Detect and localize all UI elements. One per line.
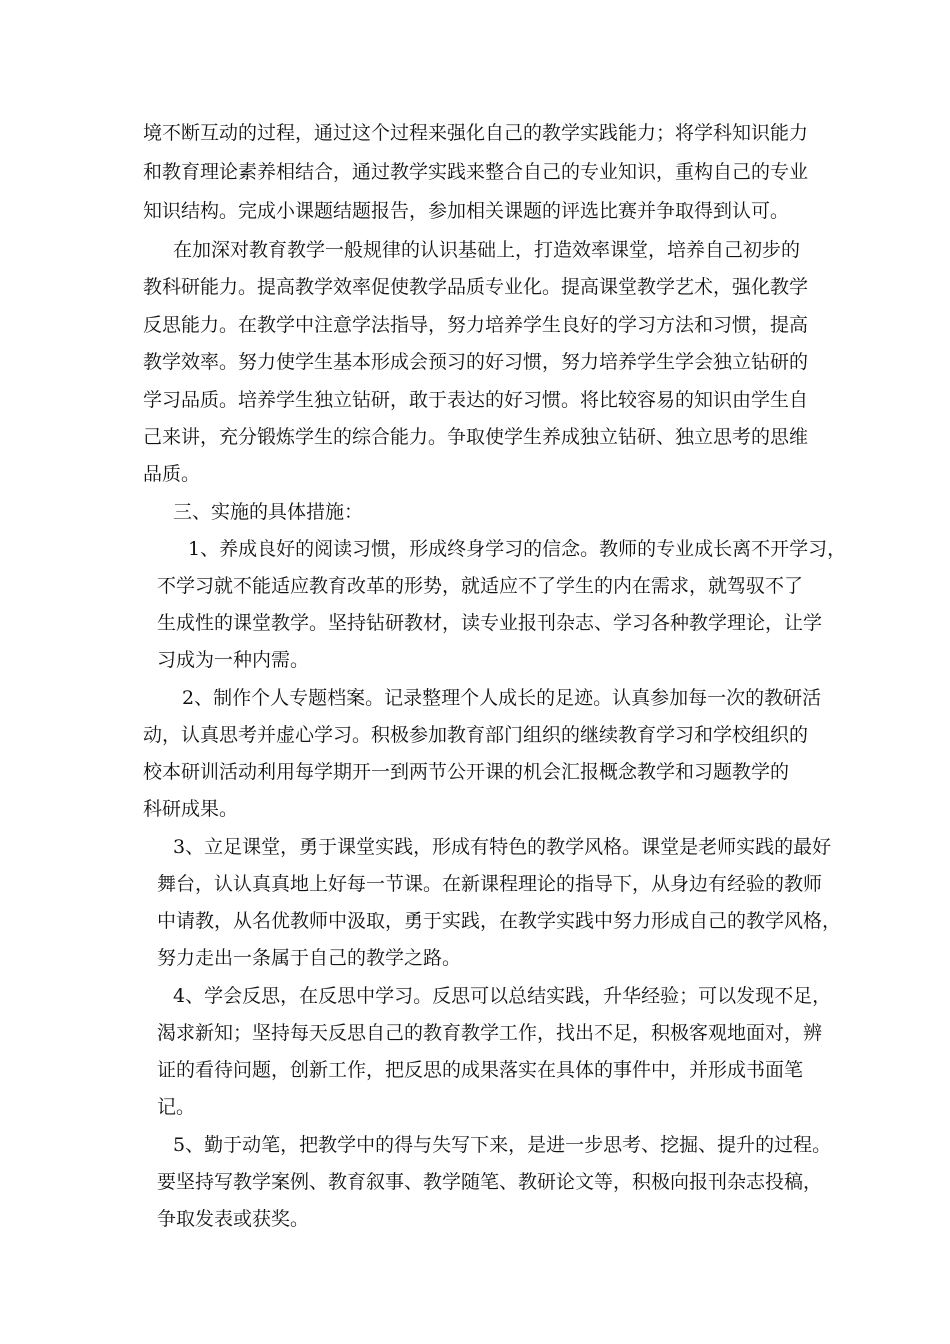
para2-line: 教学效率。努力使学生基本形成会预习的好习惯，努力培养学生学会独立钻研的 xyxy=(143,351,809,373)
section-heading: 三、实施的具体措施： xyxy=(173,501,364,523)
item3-line: 舞台，认认真真地上好每一节课。在新课程理论的指导下，从身边有经验的教师 xyxy=(157,873,823,895)
para1-line: 境不断互动的过程，通过这个过程来强化自己的教学实践能力；将学科知识能力 xyxy=(143,122,809,144)
item5-line: 5、勤于动笔，把教学中的得与失写下来，是进一步思考、挖掘、提升的过程。 xyxy=(173,1134,832,1156)
item5-line: 要坚持写教学案例、教育叙事、教学随笔、教研论文等，积极向报刊杂志投稿， xyxy=(157,1171,823,1193)
para2-line: 在加深对教育教学一般规律的认识基础上，打造效率课堂，培养自己初步的 xyxy=(173,239,801,261)
item2-line: 校本研训活动利用每学期开一到两节公开课的机会汇报概念教学和习题教学的 xyxy=(143,761,790,783)
para1-line: 和教育理论素养相结合，通过教学实践来整合自己的专业知识，重构自己的专业 xyxy=(143,161,809,183)
item2-line: 科研成果。 xyxy=(143,798,239,820)
item3-line: 中请教，从名优教师中汲取，勇于实践，在教学实践中努力形成自己的教学风格， xyxy=(157,910,842,932)
item4-line: 记。 xyxy=(157,1096,196,1118)
item2-line: 动，认真思考并虚心学习。积极参加教育部门组织的继续教育学习和学校组织的 xyxy=(143,724,809,746)
item1-line: 不学习就不能适应教育改革的形势，就适应不了学生的内在需求，就驾驭不了 xyxy=(157,575,804,597)
para2-line: 教科研能力。提高教学效率促使教学品质专业化。提高课堂教学艺术，强化教学 xyxy=(143,276,809,298)
item1-line: 生成性的课堂教学。坚持钻研教材，读专业报刊杂志、学习各种教学理论，让学 xyxy=(157,612,823,634)
item4-line: 渴求新知；坚持每天反思自己的教育教学工作，找出不足，积极客观地面对，辨 xyxy=(157,1022,823,1044)
item3-line: 努力走出一条属于自己的教学之路。 xyxy=(157,947,462,969)
para2-line: 学习品质。培养学生独立钻研，敢于表达的好习惯。将比较容易的知识由学生自 xyxy=(143,389,809,411)
para2-line: 己来讲，充分锻炼学生的综合能力。争取使学生养成独立钻研、独立思考的思维 xyxy=(143,426,809,448)
para1-line: 知识结构。完成小课题结题报告，参加相关课题的评选比赛并争取得到认可。 xyxy=(143,200,790,222)
para2-line: 品质。 xyxy=(143,463,201,485)
item1-line: 1、养成良好的阅读习惯，形成终身学习的信念。教师的专业成长离不开学习， xyxy=(188,538,847,560)
item1-line: 习成为一种内需。 xyxy=(157,649,310,671)
item4-line: 证的看待问题，创新工作，把反思的成果落实在具体的事件中，并形成书面笔 xyxy=(157,1059,804,1081)
item3-line: 3、立足课堂，勇于课堂实践，形成有特色的教学风格。课堂是老师实践的最好 xyxy=(173,836,832,858)
item2-line: 2、制作个人专题档案。记录整理个人成长的足迹。认真参加每一次的教研活 xyxy=(182,687,822,709)
item5-line: 争取发表或获奖。 xyxy=(157,1208,310,1230)
item4-line: 4、学会反思，在反思中学习。反思可以总结实践，升华经验；可以发现不足， xyxy=(173,985,832,1007)
para2-line: 反思能力。在教学中注意学法指导，努力培养学生良好的学习方法和习惯，提高 xyxy=(143,314,809,336)
